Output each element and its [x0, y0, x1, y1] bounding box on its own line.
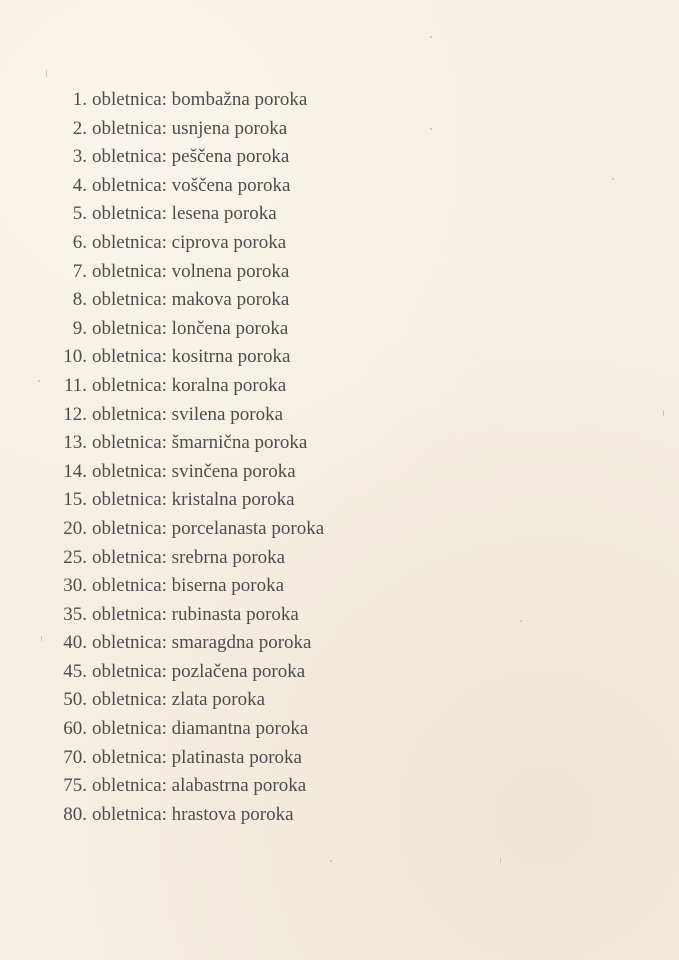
anniversary-name: lesena poroka	[171, 203, 277, 225]
anniversary-number: 60.	[63, 718, 87, 740]
anniversary-number: 35.	[63, 603, 87, 625]
list-item	[0, 715, 679, 744]
anniversary-number: 11.	[63, 374, 87, 396]
anniversary-name: pozlačena poroka	[171, 660, 306, 682]
list-item	[0, 143, 679, 172]
list-item	[0, 629, 679, 658]
list-item	[0, 315, 679, 344]
list-item	[0, 544, 679, 573]
paper-speck	[500, 858, 501, 863]
list-item	[0, 200, 679, 229]
anniversary-number: 40.	[63, 632, 87, 654]
anniversary-name: šmarnična poroka	[171, 432, 308, 454]
list-item	[0, 801, 679, 830]
list-item	[0, 115, 679, 144]
list-item	[0, 658, 679, 687]
anniversary-number: 30.	[63, 575, 87, 597]
anniversary-name: zlata poroka	[171, 689, 266, 711]
list-item	[0, 286, 679, 315]
anniversary-name: makova poroka	[171, 289, 290, 311]
anniversary-name: alabastrna poroka	[171, 775, 307, 797]
anniversary-name: bombažna poroka	[171, 89, 308, 110]
anniversary-number: 80.	[63, 803, 87, 825]
anniversary-label: obletnica:	[92, 718, 167, 740]
anniversary-label: obletnica:	[92, 460, 167, 482]
anniversary-number: 14.	[63, 460, 87, 482]
anniversary-name: biserna poroka	[171, 575, 285, 597]
anniversary-number: 25.	[63, 546, 87, 568]
anniversary-label: obletnica:	[92, 689, 167, 711]
list-item	[0, 772, 679, 801]
list-item	[0, 401, 679, 430]
anniversary-label: obletnica:	[92, 346, 167, 368]
anniversary-name: srebrna poroka	[171, 546, 286, 568]
anniversary-label: obletnica:	[92, 117, 167, 139]
anniversary-label: obletnica:	[92, 432, 167, 454]
anniversary-number: 1.	[72, 89, 87, 110]
anniversary-number: 4.	[72, 174, 87, 196]
anniversary-number: 13.	[63, 432, 87, 454]
anniversary-name: kositrna poroka	[171, 346, 291, 368]
anniversary-number: 9.	[72, 317, 87, 339]
anniversary-label: obletnica:	[92, 517, 167, 539]
list-item	[0, 343, 679, 372]
anniversary-list	[0, 86, 679, 829]
list-item	[0, 601, 679, 630]
list-item	[0, 686, 679, 715]
anniversary-number: 45.	[63, 660, 87, 682]
anniversary-name: koralna poroka	[171, 374, 287, 396]
anniversary-name: lončena poroka	[171, 317, 289, 339]
anniversary-number: 50.	[63, 689, 87, 711]
anniversary-label: obletnica:	[92, 174, 167, 196]
anniversary-number: 7.	[72, 260, 87, 282]
paper-speck	[46, 70, 47, 77]
list-item	[0, 486, 679, 515]
anniversary-label: obletnica:	[92, 146, 167, 168]
anniversary-name: svinčena poroka	[171, 460, 296, 482]
list-item	[0, 458, 679, 487]
anniversary-label: obletnica:	[92, 374, 167, 396]
anniversary-name: ciprova poroka	[171, 231, 287, 253]
anniversary-number: 12.	[63, 403, 87, 425]
list-item	[0, 258, 679, 287]
anniversary-label: obletnica:	[92, 89, 167, 110]
anniversary-number: 5.	[72, 203, 87, 225]
anniversary-label: obletnica:	[92, 317, 167, 339]
anniversary-label: obletnica:	[92, 231, 167, 253]
list-item	[0, 572, 679, 601]
anniversary-label: obletnica:	[92, 203, 167, 225]
anniversary-name: voščena poroka	[171, 174, 291, 196]
anniversary-name: smaragdna poroka	[171, 632, 312, 654]
anniversary-name: usnjena poroka	[171, 117, 288, 139]
anniversary-name: peščena poroka	[171, 146, 290, 168]
paper-speck	[430, 36, 432, 38]
list-item	[0, 515, 679, 544]
anniversary-number: 6.	[72, 231, 87, 253]
anniversary-name: diamantna poroka	[171, 718, 309, 740]
paper-speck	[330, 860, 332, 862]
list-item	[0, 86, 679, 115]
anniversary-number: 15.	[63, 489, 87, 511]
anniversary-label: obletnica:	[92, 603, 167, 625]
anniversary-label: obletnica:	[92, 403, 167, 425]
anniversary-number: 70.	[63, 746, 87, 768]
anniversary-number: 3.	[72, 146, 87, 168]
anniversary-number: 8.	[72, 289, 87, 311]
anniversary-number: 2.	[72, 117, 87, 139]
anniversary-number: 10.	[63, 346, 87, 368]
anniversary-label: obletnica:	[92, 260, 167, 282]
anniversary-label: obletnica:	[92, 660, 167, 682]
list-item	[0, 429, 679, 458]
anniversary-name: hrastova poroka	[171, 803, 294, 825]
anniversary-name: kristalna poroka	[171, 489, 295, 511]
list-item	[0, 372, 679, 401]
anniversary-name: platinasta poroka	[171, 746, 302, 768]
anniversary-label: obletnica:	[92, 575, 167, 597]
anniversary-number: 75.	[63, 775, 87, 797]
anniversary-name: volnena poroka	[171, 260, 290, 282]
list-item	[0, 172, 679, 201]
anniversary-name: rubinasta poroka	[171, 603, 299, 625]
anniversary-number: 20.	[63, 517, 87, 539]
anniversary-name: porcelanasta poroka	[171, 517, 325, 539]
anniversary-label: obletnica:	[92, 489, 167, 511]
anniversary-label: obletnica:	[92, 775, 167, 797]
anniversary-label: obletnica:	[92, 746, 167, 768]
anniversary-label: obletnica:	[92, 632, 167, 654]
anniversary-name: svilena poroka	[171, 403, 283, 425]
list-item	[0, 229, 679, 258]
anniversary-label: obletnica:	[92, 546, 167, 568]
anniversary-label: obletnica:	[92, 289, 167, 311]
anniversary-label: obletnica:	[92, 803, 167, 825]
list-item	[0, 744, 679, 773]
